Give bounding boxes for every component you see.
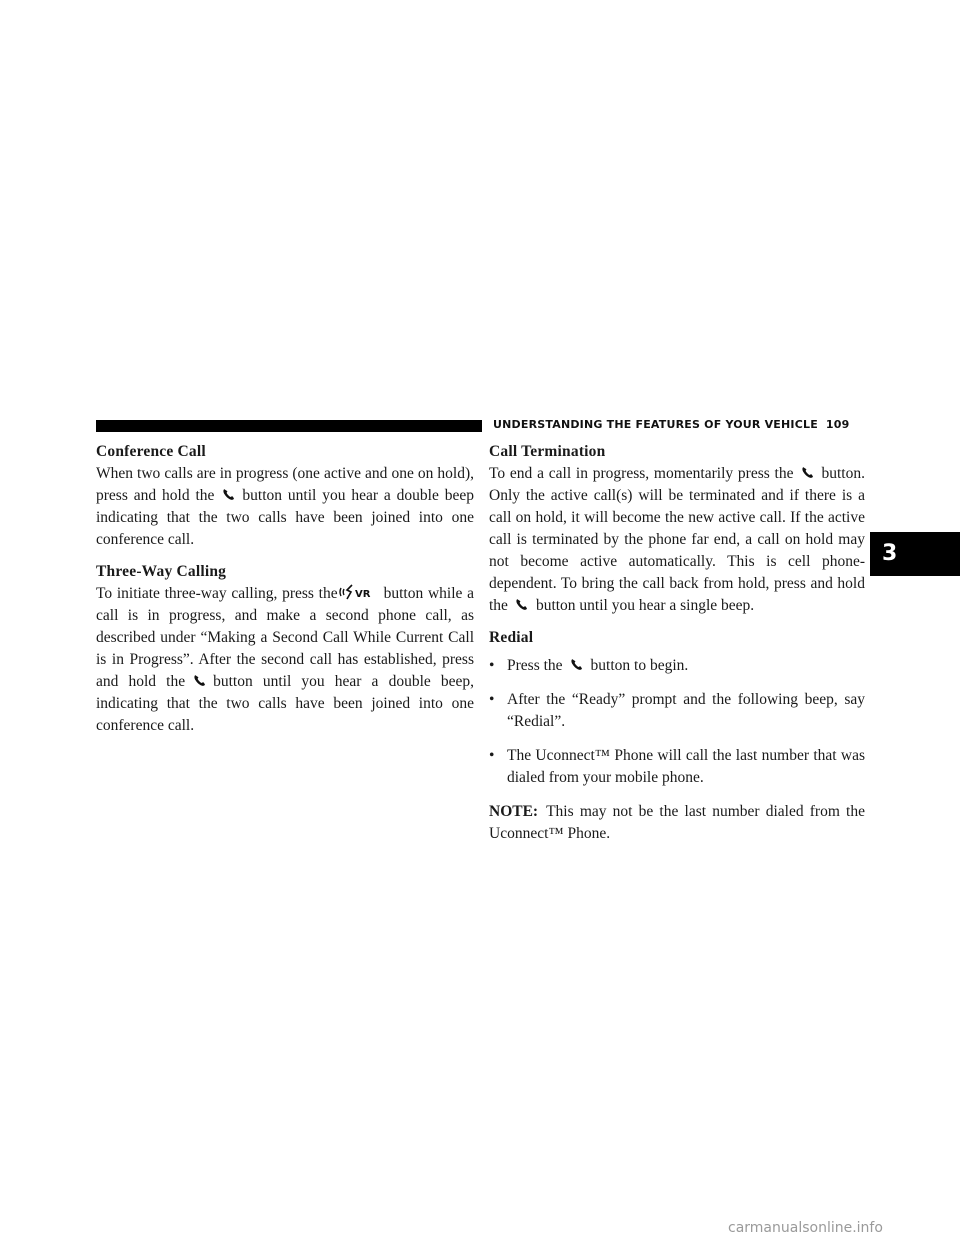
section-call-termination xyxy=(489,441,865,617)
heading-conference-call: Conference Call xyxy=(96,443,206,460)
voice-recognition-icon xyxy=(338,584,384,600)
phone-icon xyxy=(214,486,242,500)
phone-icon xyxy=(794,464,822,478)
list-item: • Press the button to begin. xyxy=(489,655,865,677)
note xyxy=(489,801,865,845)
heading-call-termination: Call Termination xyxy=(489,443,606,460)
paragraph-call-termination: To end a call in progress, momentarily press the button. Only the active call(s) will be terminated and if there is a call on hold, it will become the new active call. If the active call is terminated by the phone far end, a call on hold may not become active automatically. This is cell phone-dependent. To bring the call back from hold, press and hold the button until you hear a single beep. xyxy=(489,465,865,614)
svg-text:VR: VR xyxy=(354,589,371,600)
section-conference-call xyxy=(96,441,474,551)
note-text: This may not be the last number dialed from the Uconnect™ Phone. xyxy=(489,803,865,842)
page-number: 109 xyxy=(825,418,850,431)
phone-icon xyxy=(508,596,536,610)
paragraph-conference-call: When two calls are in progress (one active and one on hold), press and hold the button until you hear a double beep indicating that the two calls have been joined into one conference call. xyxy=(96,465,474,548)
redial-steps xyxy=(489,655,865,789)
heading-redial: Redial xyxy=(489,629,534,646)
section-redial xyxy=(489,627,865,789)
header-bar xyxy=(96,420,482,432)
phone-icon xyxy=(185,672,213,686)
heading-three-way-calling: Three-Way Calling xyxy=(96,563,227,580)
list-item: • The Uconnect™ Phone will call the last number that was dialed from your mobile phone. xyxy=(489,745,865,789)
note-label: NOTE: xyxy=(489,803,539,820)
watermark: carmanualsonline.info xyxy=(728,1220,883,1236)
paragraph-three-way-calling: To initiate three-way calling, press the VR button while a call is in progress, and make a second phone call, as described under “Making a Second Call While Current Call is in Progress”. After the second call has established, press and hold the button until you hear a double beep, indicating that the two calls have been joined into one conference call. xyxy=(96,585,475,734)
list-item: • After the “Ready” prompt and the following beep, say “Redial”. xyxy=(489,689,865,733)
left-column xyxy=(96,441,474,747)
header-title: UNDERSTANDING THE FEATURES OF YOUR VEHICLE xyxy=(493,418,818,431)
section-three-way-calling xyxy=(96,561,474,737)
chapter-tab: 3 xyxy=(870,532,960,576)
running-header xyxy=(493,418,849,431)
phone-icon xyxy=(563,656,591,670)
right-column xyxy=(489,441,865,855)
